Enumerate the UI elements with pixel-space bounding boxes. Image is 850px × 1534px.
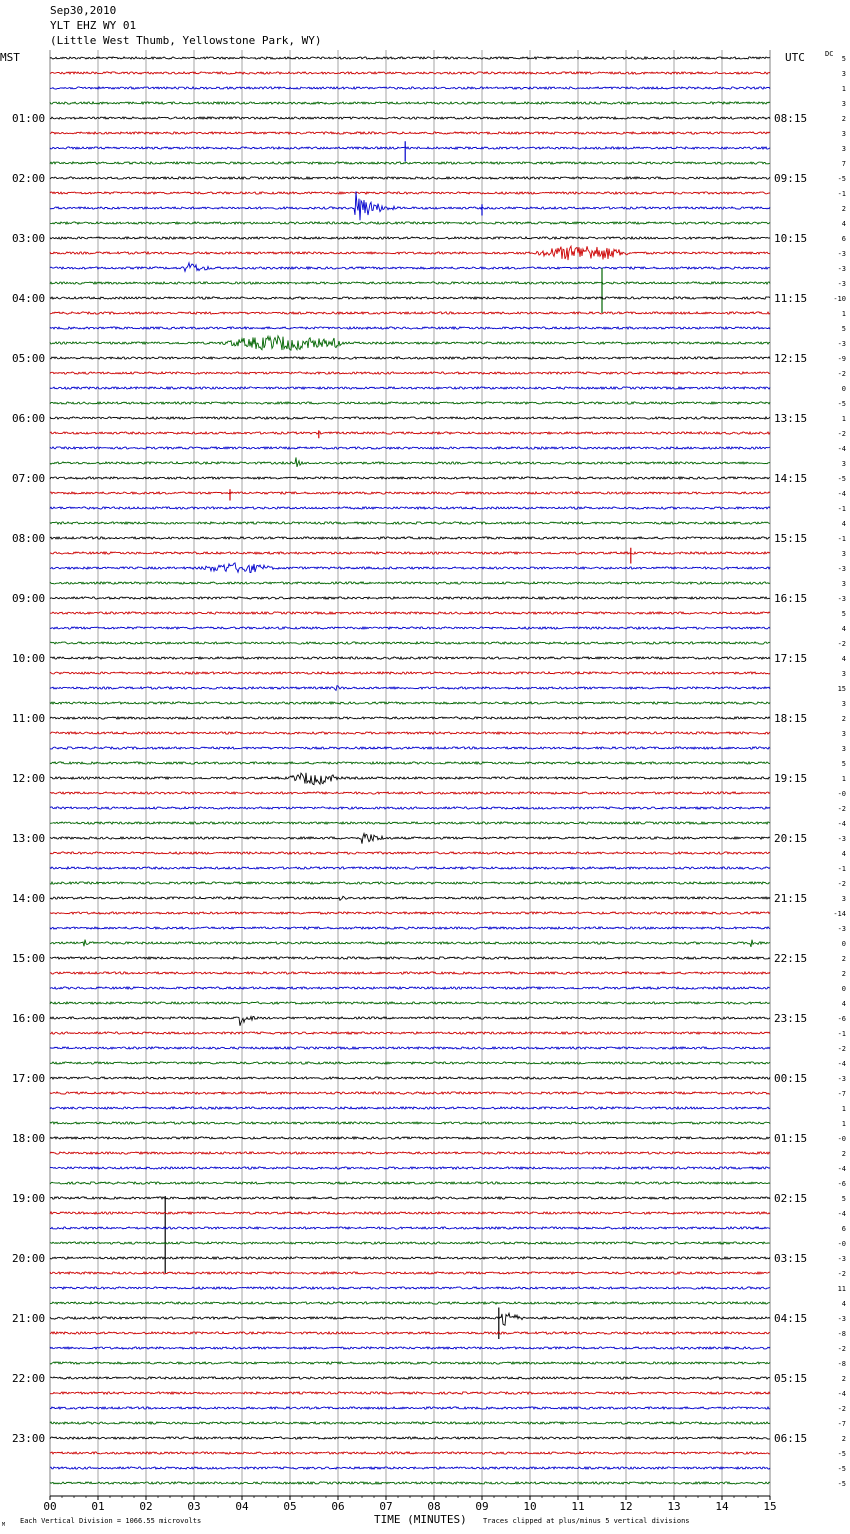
x-tick-label: 10 <box>523 1500 537 1513</box>
utc-hour-label: 09:15 <box>774 172 808 185</box>
trace-line <box>50 1152 770 1154</box>
trace-line <box>50 1482 770 1484</box>
trace-line <box>50 102 770 104</box>
x-tick-label: 05 <box>283 1500 297 1513</box>
trace-line <box>50 1197 770 1199</box>
trace-line <box>50 457 770 467</box>
header-station: YLT EHZ WY 01 <box>50 19 137 32</box>
dc-offset-label: -7 <box>837 1090 846 1098</box>
trace-line <box>50 1302 770 1304</box>
trace-line <box>50 563 770 573</box>
trace-line <box>50 1047 770 1049</box>
trace-line <box>50 552 770 554</box>
dc-offset-label: 2 <box>841 1375 846 1383</box>
utc-hour-label: 19:15 <box>774 772 808 785</box>
trace-line <box>50 357 770 359</box>
trace-line <box>50 627 770 629</box>
dc-offset-label: -5 <box>837 175 846 183</box>
trace-line <box>50 147 770 149</box>
trace-line <box>50 1377 770 1379</box>
dc-offset-label: -6 <box>837 1180 846 1188</box>
dc-offset-label: 2 <box>841 715 846 723</box>
x-tick-label: 01 <box>91 1500 105 1513</box>
dc-offset-label: -3 <box>837 250 846 258</box>
x-tick-label: 02 <box>139 1500 153 1513</box>
trace-line <box>50 1002 770 1004</box>
dc-offset-label: -4 <box>837 1210 846 1218</box>
dc-offset-label: 5 <box>841 760 846 768</box>
dc-offset-label: 15 <box>837 685 846 693</box>
dc-offset-label: -10 <box>833 295 846 303</box>
utc-label-group <box>774 112 807 1445</box>
trace-line <box>50 1467 770 1469</box>
dc-offset-label: -1 <box>837 190 846 198</box>
x-tick-label: 09 <box>475 1500 489 1513</box>
dc-offset-label: -4 <box>837 490 846 498</box>
dc-offset-label: 0 <box>841 985 846 993</box>
mst-hour-label: 07:00 <box>12 472 46 485</box>
trace-line <box>50 1347 770 1349</box>
mst-hour-label: 19:00 <box>12 1192 46 1205</box>
dc-offset-label: 11 <box>837 1285 846 1293</box>
dc-offset-label: 2 <box>841 205 846 213</box>
trace-line <box>50 1182 770 1184</box>
trace-line <box>50 492 770 494</box>
trace-line <box>50 896 770 900</box>
dc-offset-label: -2 <box>837 880 846 888</box>
utc-hour-label: 17:15 <box>774 652 808 665</box>
dc-offset-label: -5 <box>837 475 846 483</box>
utc-hour-label: 00:15 <box>774 1072 808 1085</box>
dc-offset-label: 4 <box>841 625 846 633</box>
trace-line <box>50 507 770 509</box>
trace-line <box>50 162 770 164</box>
dc-offset-label: 4 <box>841 655 846 663</box>
x-tick-label: 15 <box>763 1500 777 1513</box>
x-axis <box>43 1496 776 1513</box>
trace-line <box>50 72 770 74</box>
trace-line <box>50 191 770 220</box>
mst-hour-label: 21:00 <box>12 1312 46 1325</box>
trace-line <box>50 1272 770 1274</box>
dc-offset-label: -5 <box>837 1450 846 1458</box>
dc-offset-label: -2 <box>837 1045 846 1053</box>
dc-offset-label: 3 <box>841 145 846 153</box>
mst-hour-label: 17:00 <box>12 1072 46 1085</box>
dc-offset-label: -4 <box>837 1060 846 1068</box>
trace-line <box>50 1107 770 1109</box>
mst-hour-label: 08:00 <box>12 532 46 545</box>
trace-line <box>50 282 770 284</box>
mst-hour-label: 11:00 <box>12 712 46 725</box>
trace-line <box>50 192 770 194</box>
dc-offset-label: 1 <box>841 310 846 318</box>
trace-line <box>50 582 770 584</box>
mst-axis-title: MST <box>0 51 20 64</box>
dc-offset-label: 3 <box>841 580 846 588</box>
dc-offset-label: 3 <box>841 730 846 738</box>
dc-axis-title: DC <box>825 50 834 58</box>
mst-hour-label: 15:00 <box>12 952 46 965</box>
trace-line <box>50 1362 770 1364</box>
mst-hour-label: 14:00 <box>12 892 46 905</box>
trace-line <box>50 263 770 272</box>
mst-hour-label: 13:00 <box>12 832 46 845</box>
dc-offset-label: 3 <box>841 100 846 108</box>
dc-offset-label: -7 <box>837 1420 846 1428</box>
trace-line <box>50 762 770 764</box>
trace-line <box>50 773 770 785</box>
dc-offset-label: -2 <box>837 1405 846 1413</box>
dc-offset-label: -3 <box>837 1315 846 1323</box>
dc-offset-label: 3 <box>841 460 846 468</box>
mst-hour-label: 01:00 <box>12 112 46 125</box>
dc-offset-group <box>833 55 846 1488</box>
dc-offset-label: -4 <box>837 1165 846 1173</box>
trace-line <box>50 957 770 959</box>
x-tick-label: 11 <box>571 1500 585 1513</box>
dc-offset-label: -4 <box>837 820 846 828</box>
trace-line <box>50 732 770 734</box>
trace-line <box>50 132 770 134</box>
dc-offset-label: 4 <box>841 850 846 858</box>
trace-line <box>50 87 770 89</box>
utc-hour-label: 21:15 <box>774 892 808 905</box>
trace-line <box>50 686 770 691</box>
trace-line <box>50 222 770 224</box>
trace-line <box>50 987 770 989</box>
trace-line <box>50 807 770 809</box>
utc-axis-title: UTC <box>785 51 805 64</box>
trace-line <box>50 57 770 59</box>
clip-note: Traces clipped at plus/minus 5 vertical divisions <box>483 1517 690 1525</box>
dc-offset-label: 2 <box>841 955 846 963</box>
utc-hour-label: 13:15 <box>774 412 808 425</box>
mst-label-group <box>12 112 45 1445</box>
dc-offset-label: 1 <box>841 775 846 783</box>
utc-hour-label: 14:15 <box>774 472 808 485</box>
trace-line <box>50 597 770 599</box>
trace-line <box>50 1452 770 1454</box>
x-tick-label: 08 <box>427 1500 441 1513</box>
mst-hour-label: 03:00 <box>12 232 46 245</box>
utc-hour-label: 04:15 <box>774 1312 808 1325</box>
trace-line <box>50 1437 770 1439</box>
dc-offset-label: 5 <box>841 55 846 63</box>
dc-offset-label: -0 <box>837 790 846 798</box>
mst-hour-label: 20:00 <box>12 1252 46 1265</box>
x-tick-label: 14 <box>715 1500 729 1513</box>
trace-line <box>50 447 770 449</box>
dc-offset-label: -8 <box>837 1360 846 1368</box>
dc-offset-label: -9 <box>837 355 846 363</box>
dc-offset-label: -0 <box>837 1135 846 1143</box>
x-tick-label: 00 <box>43 1500 57 1513</box>
dc-offset-label: -3 <box>837 265 846 273</box>
header-location: (Little West Thumb, Yellowstone Park, WY) <box>50 34 322 47</box>
trace-line <box>50 477 770 479</box>
dc-offset-label: -3 <box>837 595 846 603</box>
utc-hour-label: 11:15 <box>774 292 808 305</box>
dc-offset-label: -3 <box>837 1255 846 1263</box>
trace-line <box>50 432 770 434</box>
dc-offset-label: 6 <box>841 235 846 243</box>
dc-offset-label: 5 <box>841 325 846 333</box>
trace-line <box>50 1137 770 1139</box>
mst-hour-label: 22:00 <box>12 1372 46 1385</box>
x-tick-label: 13 <box>667 1500 681 1513</box>
dc-offset-label: -2 <box>837 640 846 648</box>
trace-line <box>50 792 770 794</box>
trace-line <box>50 297 770 299</box>
dc-offset-label: 3 <box>841 745 846 753</box>
trace-line <box>50 717 770 719</box>
trace-line <box>50 702 770 704</box>
dc-offset-label: -5 <box>837 1465 846 1473</box>
trace-line <box>50 1332 770 1334</box>
trace-line <box>50 1392 770 1394</box>
trace-line <box>50 1122 770 1124</box>
dc-offset-label: 1 <box>841 415 846 423</box>
trace-line <box>50 1212 770 1214</box>
dc-offset-label: 2 <box>841 1150 846 1158</box>
dc-offset-label: 2 <box>841 115 846 123</box>
dc-offset-label: -5 <box>837 1480 846 1488</box>
trace-line <box>50 882 770 884</box>
utc-hour-label: 01:15 <box>774 1132 808 1145</box>
trace-line <box>50 1032 770 1034</box>
dc-offset-label: 4 <box>841 1300 846 1308</box>
dc-offset-label: 3 <box>841 700 846 708</box>
dc-offset-label: 1 <box>841 1105 846 1113</box>
trace-line <box>50 1313 770 1325</box>
dc-offset-label: -2 <box>837 370 846 378</box>
trace-line <box>50 612 770 614</box>
trace-line <box>50 387 770 389</box>
dc-offset-label: 3 <box>841 70 846 78</box>
mst-hour-label: 06:00 <box>12 412 46 425</box>
trace-line <box>50 522 770 524</box>
dc-offset-label: -3 <box>837 565 846 573</box>
scale-note: Each Vertical Division = 1066.55 microvolts <box>20 1517 202 1525</box>
mst-hour-label: 23:00 <box>12 1432 46 1445</box>
utc-hour-label: 02:15 <box>774 1192 808 1205</box>
dc-offset-label: -3 <box>837 280 846 288</box>
trace-line <box>50 1242 770 1244</box>
dc-offset-label: 4 <box>841 520 846 528</box>
mst-hour-label: 18:00 <box>12 1132 46 1145</box>
dc-offset-label: -4 <box>837 445 846 453</box>
dc-offset-label: 4 <box>841 220 846 228</box>
dc-offset-label: -2 <box>837 805 846 813</box>
dc-offset-label: 3 <box>841 670 846 678</box>
utc-hour-label: 16:15 <box>774 592 808 605</box>
trace-line <box>50 1257 770 1259</box>
mst-hour-label: 09:00 <box>12 592 46 605</box>
x-tick-label: 12 <box>619 1500 633 1513</box>
header-date: Sep30,2010 <box>50 4 117 17</box>
dc-offset-label: -14 <box>833 910 846 918</box>
dc-offset-label: 4 <box>841 1000 846 1008</box>
trace-line <box>50 834 770 844</box>
utc-hour-label: 08:15 <box>774 112 808 125</box>
trace-line <box>50 1062 770 1064</box>
utc-hour-label: 20:15 <box>774 832 808 845</box>
trace-line <box>50 372 770 374</box>
dc-offset-label: -1 <box>837 1030 846 1038</box>
utc-hour-label: 22:15 <box>774 952 808 965</box>
dc-offset-label: 0 <box>841 940 846 948</box>
trace-line <box>50 852 770 854</box>
utc-hour-label: 23:15 <box>774 1012 808 1025</box>
dc-offset-label: -2 <box>837 1270 846 1278</box>
mst-hour-label: 10:00 <box>12 652 46 665</box>
trace-line <box>50 927 770 929</box>
utc-hour-label: 15:15 <box>774 532 808 545</box>
trace-line <box>50 312 770 314</box>
dc-offset-label: 1 <box>841 1120 846 1128</box>
mst-hour-label: 04:00 <box>12 292 46 305</box>
dc-offset-label: -3 <box>837 340 846 348</box>
mst-hour-label: 16:00 <box>12 1012 46 1025</box>
trace-line <box>50 177 770 179</box>
dc-offset-label: 2 <box>841 970 846 978</box>
trace-line <box>50 972 770 974</box>
trace-line <box>50 1092 770 1094</box>
trace-line <box>50 117 770 119</box>
dc-offset-label: -2 <box>837 430 846 438</box>
x-tick-label: 06 <box>331 1500 345 1513</box>
trace-line <box>50 822 770 824</box>
dc-offset-label: -1 <box>837 505 846 513</box>
trace-line <box>50 237 770 239</box>
trace-line <box>50 537 770 539</box>
utc-hour-label: 10:15 <box>774 232 808 245</box>
utc-hour-label: 05:15 <box>774 1372 808 1385</box>
trace-line <box>50 1422 770 1424</box>
utc-hour-label: 03:15 <box>774 1252 808 1265</box>
dc-offset-label: -1 <box>837 865 846 873</box>
trace-line <box>50 246 770 260</box>
dc-offset-label: -0 <box>837 1240 846 1248</box>
dc-offset-label: 3 <box>841 895 846 903</box>
x-tick-label: 07 <box>379 1500 393 1513</box>
mst-hour-label: 12:00 <box>12 772 46 785</box>
dc-offset-label: 2 <box>841 1435 846 1443</box>
utc-hour-label: 12:15 <box>774 352 808 365</box>
dc-offset-label: 5 <box>841 1195 846 1203</box>
x-tick-label: 03 <box>187 1500 201 1513</box>
dc-offset-label: -3 <box>837 835 846 843</box>
dc-offset-label: 5 <box>841 610 846 618</box>
utc-hour-label: 06:15 <box>774 1432 808 1445</box>
dc-offset-label: 3 <box>841 130 846 138</box>
trace-line <box>50 940 770 947</box>
trace-line <box>50 336 770 350</box>
x-axis-label: TIME (MINUTES) <box>374 1513 467 1526</box>
dc-offset-label: -2 <box>837 1345 846 1353</box>
trace-line <box>50 867 770 869</box>
trace-line <box>50 1407 770 1409</box>
trace-line <box>50 1287 770 1289</box>
trace-group <box>50 57 770 1484</box>
trace-line <box>50 417 770 419</box>
trace-line <box>50 1167 770 1169</box>
utc-hour-label: 18:15 <box>774 712 808 725</box>
dc-offset-label: 3 <box>841 550 846 558</box>
mst-hour-label: 05:00 <box>12 352 46 365</box>
dc-offset-label: 7 <box>841 160 846 168</box>
x-tick-label: 04 <box>235 1500 249 1513</box>
dc-offset-label: 1 <box>841 85 846 93</box>
corner-mark: M <box>2 1522 6 1528</box>
dc-offset-label: 6 <box>841 1225 846 1233</box>
dc-offset-label: -5 <box>837 400 846 408</box>
trace-line <box>50 672 770 674</box>
trace-line <box>50 327 770 329</box>
trace-line <box>50 747 770 749</box>
trace-line <box>50 1077 770 1079</box>
trace-line <box>50 642 770 644</box>
dc-offset-label: 0 <box>841 385 846 393</box>
mst-hour-label: 02:00 <box>12 172 46 185</box>
dc-offset-label: -1 <box>837 535 846 543</box>
trace-line <box>50 912 770 914</box>
trace-line <box>50 657 770 659</box>
trace-line <box>50 1227 770 1229</box>
dc-offset-label: -4 <box>837 1390 846 1398</box>
dc-offset-label: -6 <box>837 1015 846 1023</box>
trace-line <box>50 402 770 404</box>
trace-line <box>50 1017 770 1026</box>
dc-offset-label: -3 <box>837 925 846 933</box>
dc-offset-label: -8 <box>837 1330 846 1338</box>
time-grid <box>50 50 770 1496</box>
dc-offset-label: -3 <box>837 1075 846 1083</box>
